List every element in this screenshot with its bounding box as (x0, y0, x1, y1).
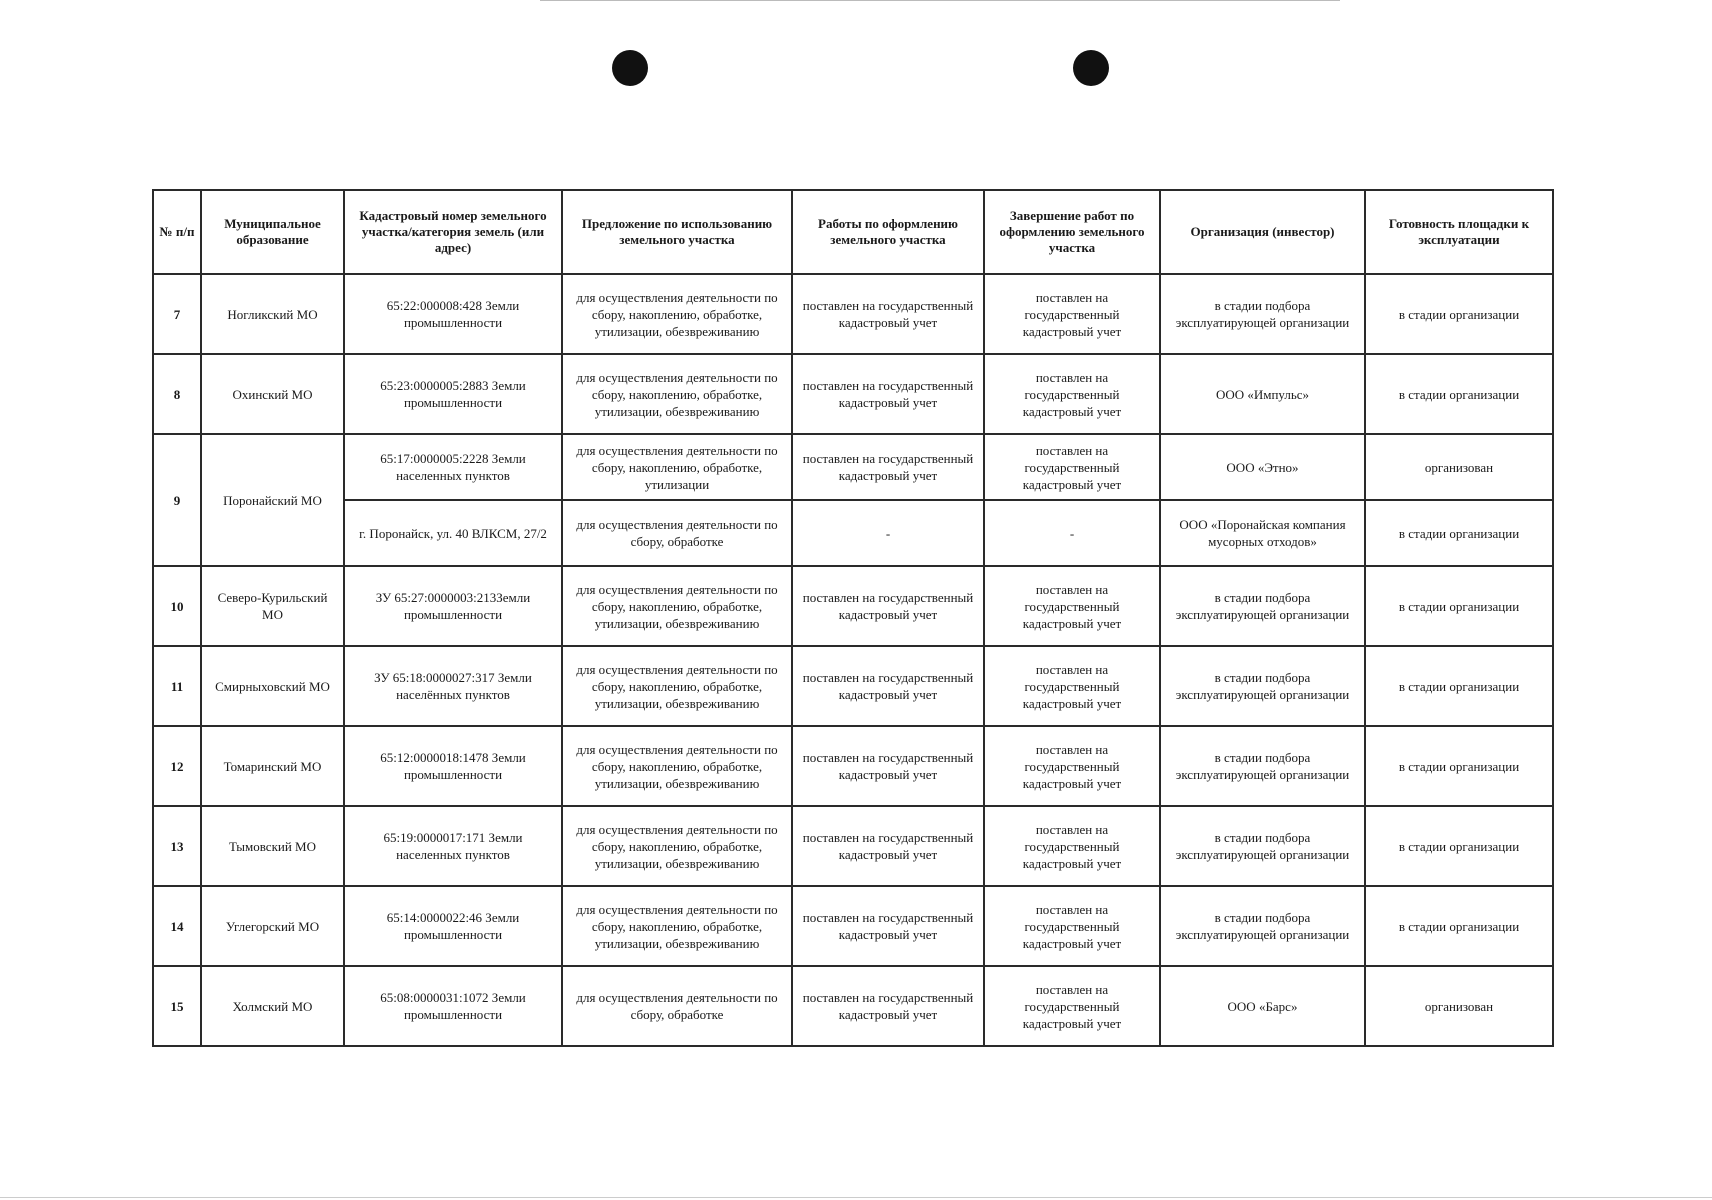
header-cadastral: Кадастровый номер земельного участка/категория земель (или адрес) (344, 190, 562, 274)
cell-organization: ООО «Поронайская компания мусорных отходов» (1160, 500, 1365, 566)
punch-hole (612, 50, 648, 86)
cell-num: 11 (153, 646, 201, 726)
cell-num: 12 (153, 726, 201, 806)
cell-proposal: для осуществления деятельности по сбору, накоплению, обработке, утилизации, обезвреживанию (562, 806, 792, 886)
cell-works: поставлен на государственный кадастровый учет (792, 646, 984, 726)
cell-completion: поставлен на государственный кадастровый учет (984, 274, 1160, 354)
cell-municipality: Охинский МО (201, 354, 344, 434)
cell-works: поставлен на государственный кадастровый учет (792, 966, 984, 1046)
cell-cadastral: 65:22:000008:428 Земли промышленности (344, 274, 562, 354)
punch-hole (1073, 50, 1109, 86)
cell-completion: поставлен на государственный кадастровый учет (984, 354, 1160, 434)
cell-completion: поставлен на государственный кадастровый учет (984, 886, 1160, 966)
cell-num: 13 (153, 806, 201, 886)
cell-proposal: для осуществления деятельности по сбору, накоплению, обработке, утилизации, обезвреживанию (562, 886, 792, 966)
header-municipality: Муниципальное образование (201, 190, 344, 274)
cell-works: поставлен на государственный кадастровый учет (792, 354, 984, 434)
cell-proposal: для осуществления деятельности по сбору, обработке (562, 500, 792, 566)
cell-organization: в стадии подбора эксплуатирующей организации (1160, 566, 1365, 646)
header-readiness: Готовность площадки к эксплуатации (1365, 190, 1553, 274)
cell-completion: - (984, 500, 1160, 566)
cell-proposal: для осуществления деятельности по сбору, накоплению, обработке, утилизации, обезвреживанию (562, 566, 792, 646)
cell-organization: в стадии подбора эксплуатирующей организации (1160, 806, 1365, 886)
cell-proposal: для осуществления деятельности по сбору, накоплению, обработке, утилизации, обезвреживанию (562, 274, 792, 354)
cell-readiness: в стадии организации (1365, 726, 1553, 806)
cell-proposal: для осуществления деятельности по сбору, обработке (562, 966, 792, 1046)
cell-readiness: в стадии организации (1365, 274, 1553, 354)
header-works: Работы по оформлению земельного участка (792, 190, 984, 274)
cell-cadastral: ЗУ 65:27:0000003:213Земли промышленности (344, 566, 562, 646)
cell-works: поставлен на государственный кадастровый учет (792, 274, 984, 354)
cell-cadastral: 65:14:0000022:46 Земли промышленности (344, 886, 562, 966)
cell-works: поставлен на государственный кадастровый учет (792, 434, 984, 500)
cell-organization: в стадии подбора эксплуатирующей организации (1160, 646, 1365, 726)
cell-municipality: Поронайский МО (201, 434, 344, 566)
table-row (153, 966, 1553, 1046)
table-row (153, 354, 1553, 434)
cell-completion: поставлен на государственный кадастровый учет (984, 806, 1160, 886)
cell-cadastral: 65:17:0000005:2228 Земли населенных пунктов (344, 434, 562, 500)
cell-cadastral: 65:23:0000005:2883 Земли промышленности (344, 354, 562, 434)
table-row (153, 434, 1553, 500)
cell-proposal: для осуществления деятельности по сбору, накоплению, обработке, утилизации (562, 434, 792, 500)
cell-num: 8 (153, 354, 201, 434)
header-organization: Организация (инвестор) (1160, 190, 1365, 274)
cell-municipality: Смирныховский МО (201, 646, 344, 726)
cell-municipality: Холмский МО (201, 966, 344, 1046)
cell-proposal: для осуществления деятельности по сбору, накоплению, обработке, утилизации, обезвреживанию (562, 354, 792, 434)
cell-organization: в стадии подбора эксплуатирующей организации (1160, 886, 1365, 966)
cell-organization: в стадии подбора эксплуатирующей организации (1160, 274, 1365, 354)
scan-edge-line (0, 1197, 1712, 1198)
cell-num: 14 (153, 886, 201, 966)
table-row (153, 646, 1553, 726)
cell-num: 7 (153, 274, 201, 354)
header-completion: Завершение работ по оформлению земельного участка (984, 190, 1160, 274)
table-row (153, 806, 1553, 886)
header-num: № п/п (153, 190, 201, 274)
cell-readiness: в стадии организации (1365, 806, 1553, 886)
cell-organization: ООО «Барс» (1160, 966, 1365, 1046)
land-plots-table (152, 189, 1554, 1047)
cell-completion: поставлен на государственный кадастровый учет (984, 726, 1160, 806)
cell-organization: в стадии подбора эксплуатирующей организации (1160, 726, 1365, 806)
cell-readiness: организован (1365, 966, 1553, 1046)
cell-organization: ООО «Этно» (1160, 434, 1365, 500)
cell-works: - (792, 500, 984, 566)
cell-cadastral: 65:08:0000031:1072 Земли промышленности (344, 966, 562, 1046)
cell-readiness: организован (1365, 434, 1553, 500)
cell-municipality: Тымовский МО (201, 806, 344, 886)
cell-proposal: для осуществления деятельности по сбору, накоплению, обработке, утилизации, обезвреживанию (562, 646, 792, 726)
cell-readiness: в стадии организации (1365, 886, 1553, 966)
cell-municipality: Углегорский МО (201, 886, 344, 966)
cell-municipality: Томаринский МО (201, 726, 344, 806)
cell-works: поставлен на государственный кадастровый учет (792, 806, 984, 886)
cell-completion: поставлен на государственный кадастровый учет (984, 566, 1160, 646)
cell-organization: ООО «Импульс» (1160, 354, 1365, 434)
cell-municipality: Северо-Курильский МО (201, 566, 344, 646)
table-row (153, 566, 1553, 646)
cell-readiness: в стадии организации (1365, 646, 1553, 726)
cell-cadastral: 65:12:0000018:1478 Земли промышленности (344, 726, 562, 806)
table-row (153, 726, 1553, 806)
cell-completion: поставлен на государственный кадастровый учет (984, 646, 1160, 726)
cell-works: поставлен на государственный кадастровый учет (792, 566, 984, 646)
cell-works: поставлен на государственный кадастровый учет (792, 726, 984, 806)
cell-proposal: для осуществления деятельности по сбору, накоплению, обработке, утилизации, обезвреживанию (562, 726, 792, 806)
cell-readiness: в стадии организации (1365, 566, 1553, 646)
table-header-row (153, 190, 1553, 274)
cell-completion: поставлен на государственный кадастровый учет (984, 434, 1160, 500)
cell-readiness: в стадии организации (1365, 354, 1553, 434)
table-row (153, 500, 1553, 566)
cell-num: 10 (153, 566, 201, 646)
table-row (153, 886, 1553, 966)
cell-num: 15 (153, 966, 201, 1046)
cell-completion: поставлен на государственный кадастровый учет (984, 966, 1160, 1046)
scan-edge-line (540, 0, 1340, 1)
header-proposal: Предложение по использованию земельного участка (562, 190, 792, 274)
cell-cadastral: г. Поронайск, ул. 40 ВЛКСМ, 27/2 (344, 500, 562, 566)
table-row (153, 274, 1553, 354)
cell-cadastral: 65:19:0000017:171 Земли населенных пунктов (344, 806, 562, 886)
cell-num: 9 (153, 434, 201, 566)
cell-municipality: Ногликский МО (201, 274, 344, 354)
cell-readiness: в стадии организации (1365, 500, 1553, 566)
cell-works: поставлен на государственный кадастровый учет (792, 886, 984, 966)
cell-cadastral: ЗУ 65:18:0000027:317 Земли населённых пунктов (344, 646, 562, 726)
